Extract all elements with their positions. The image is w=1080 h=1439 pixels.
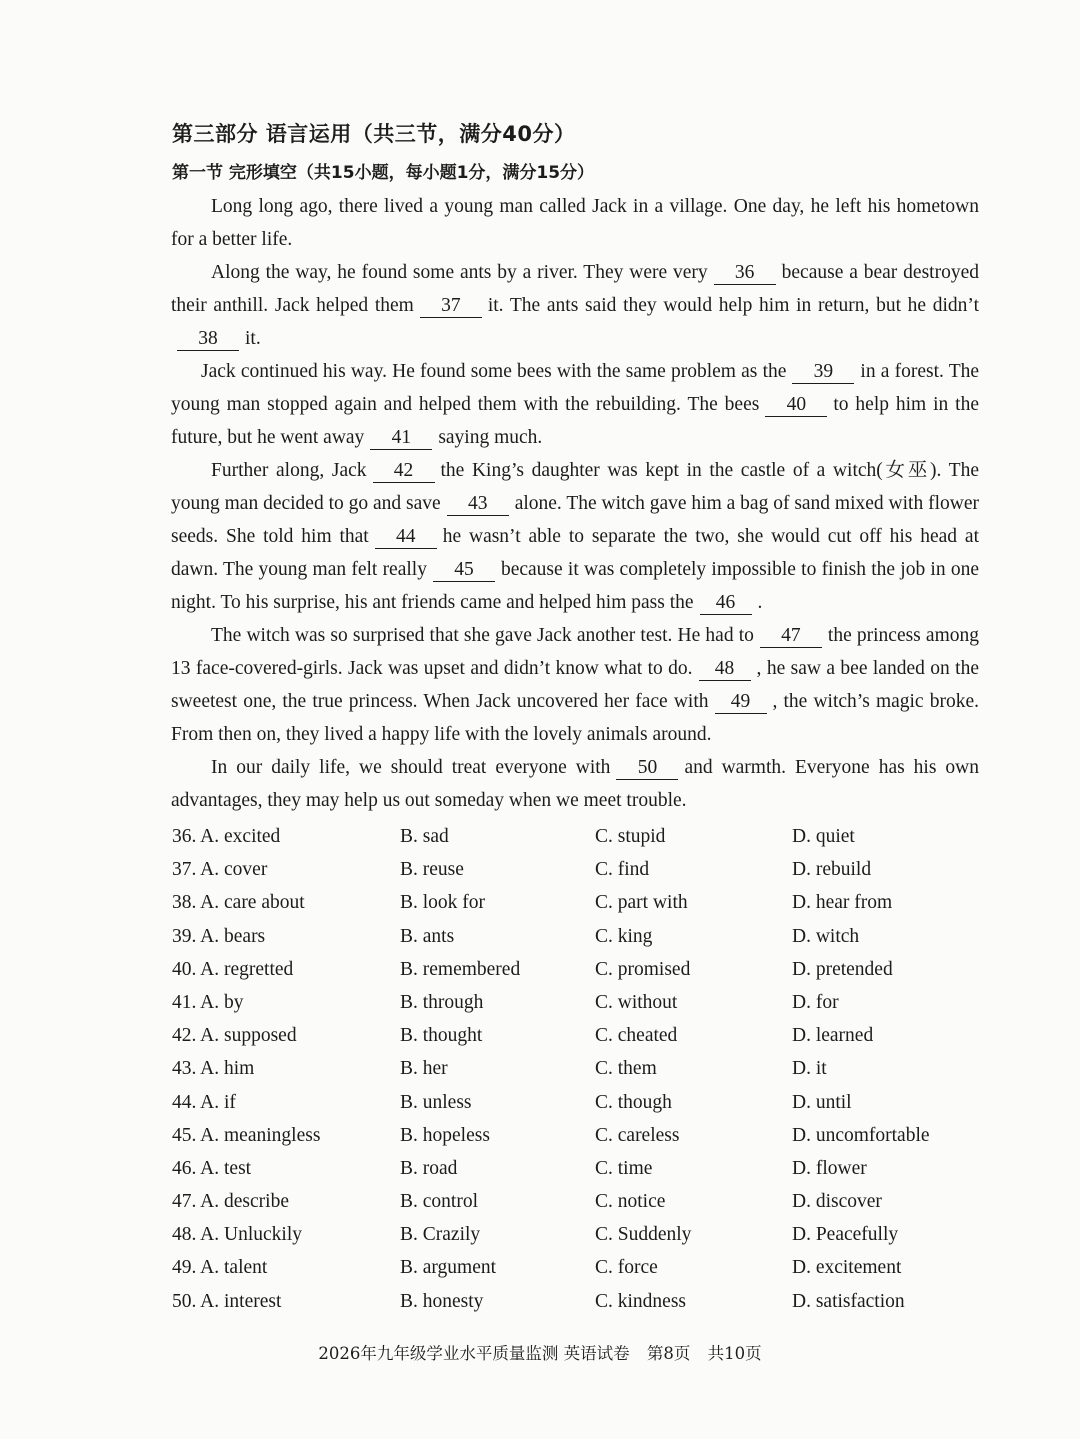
- option-a: 44. A. if: [172, 1091, 236, 1113]
- option-d: D. quiet: [792, 826, 855, 847]
- option-a: 42. A. supposed: [172, 1025, 297, 1047]
- option-a: 39. A. bears: [172, 925, 266, 947]
- option-d: D. flower: [792, 1157, 867, 1179]
- blank-42: 42: [373, 460, 435, 483]
- option-a: 36. A. excited: [172, 826, 281, 847]
- answer-options: [172, 826, 972, 1324]
- option-d: D. until: [792, 1091, 852, 1113]
- blank-46: 46: [700, 592, 752, 615]
- option-d: D. pretended: [792, 958, 893, 980]
- option-b: B. through: [400, 991, 484, 1013]
- option-row: [172, 1224, 972, 1257]
- option-c: C. Suddenly: [595, 1224, 692, 1246]
- paragraph-text: saying much.: [438, 427, 543, 448]
- blank-40: 40: [765, 394, 827, 417]
- paragraph-text: the princess among 13 face-covered-girls. Jack was upset and didn’t know what to do.: [171, 625, 979, 679]
- option-d: D. uncomfortable: [792, 1124, 930, 1146]
- option-row: [172, 1025, 972, 1058]
- option-b: B. argument: [400, 1257, 497, 1279]
- paragraph-text: .: [757, 592, 763, 613]
- footer-page-number: 第8页: [646, 1344, 691, 1363]
- option-b: B. road: [400, 1157, 458, 1179]
- blank-50: 50: [616, 757, 678, 780]
- option-row: [172, 1191, 972, 1224]
- option-row: [172, 1257, 972, 1290]
- option-d: D. hear from: [792, 892, 893, 914]
- footer-exam-title: 2026年九年级学业水平质量监测 英语试卷: [318, 1344, 630, 1363]
- option-row: [172, 892, 972, 925]
- paragraph-text: The witch was so surprised that she gave Jack another test. He had to: [211, 625, 754, 646]
- paragraph-text: in a forest. The young man stopped again and helped them with the rebuilding. The bees: [171, 361, 980, 415]
- blank-36: 36: [714, 262, 776, 285]
- option-a: 50. A. interest: [172, 1290, 282, 1312]
- paragraph-text: because a bear destroyed their anthill. Jack helped them: [171, 262, 979, 316]
- option-a: 40. A. regretted: [172, 958, 294, 980]
- option-a: 43. A. him: [172, 1058, 255, 1080]
- blank-47: 47: [760, 625, 822, 648]
- option-b: B. ants: [400, 925, 455, 947]
- paragraph-text: Further along, Jack: [211, 460, 367, 481]
- option-b: B. remembered: [400, 958, 521, 980]
- blank-48: 48: [699, 658, 751, 681]
- footer-total-pages: 共10页: [707, 1344, 762, 1363]
- paragraph-2: [171, 256, 979, 355]
- blank-37: 37: [420, 295, 482, 318]
- option-row: [172, 1058, 972, 1091]
- option-b: B. Crazily: [400, 1224, 481, 1246]
- paragraph-3: [171, 355, 979, 454]
- option-a: 48. A. Unluckily: [172, 1224, 302, 1246]
- paragraph-6: [171, 751, 979, 817]
- option-d: D. Peacefully: [792, 1224, 899, 1246]
- option-a: 37. A. cover: [172, 859, 268, 881]
- option-a: 38. A. care about: [172, 892, 305, 914]
- paragraph-text: , he saw a bee landed on the sweetest one, the true princess. When Jack uncovered her face with: [171, 658, 979, 712]
- paragraph-text: Long long ago, there lived a young man called Jack in a village. One day, he left his hometown for a better life.: [171, 196, 979, 250]
- option-b: B. hopeless: [400, 1124, 490, 1146]
- option-b: B. her: [400, 1058, 448, 1080]
- paragraph-text: to help him in the future, but he went away: [171, 394, 979, 448]
- option-d: D. learned: [792, 1025, 874, 1047]
- option-d: D. discover: [792, 1191, 882, 1213]
- option-c: C. force: [595, 1257, 658, 1279]
- option-c: C. kindness: [595, 1290, 687, 1312]
- option-b: B. reuse: [400, 859, 464, 881]
- option-row: [172, 1092, 972, 1125]
- option-row: [172, 859, 972, 892]
- paragraph-text: alone. The witch gave him a bag of sand mixed with flower seeds. She told him that: [171, 493, 979, 547]
- blank-41: 41: [370, 427, 432, 450]
- cloze-passage: [171, 190, 979, 817]
- option-c: C. notice: [595, 1191, 666, 1213]
- option-row: [172, 992, 972, 1025]
- paragraph-text: Along the way, he found some ants by a river. They were very: [211, 262, 708, 283]
- option-d: D. it: [792, 1058, 827, 1080]
- paragraph-text: , the witch’s magic broke. From then on, they lived a happy life with the lovely animals around.: [171, 691, 980, 745]
- option-c: C. promised: [595, 958, 691, 980]
- blank-38: 38: [177, 328, 239, 351]
- option-b: B. thought: [400, 1025, 483, 1047]
- part-title: 第三部分 语言运用（共三节，满分40分）: [172, 122, 576, 146]
- option-b: B. honesty: [400, 1290, 484, 1312]
- option-c: C. find: [595, 859, 650, 881]
- option-c: C. cheated: [595, 1025, 678, 1047]
- option-c: C. time: [595, 1157, 653, 1179]
- blank-39: 39: [792, 361, 854, 384]
- option-c: C. without: [595, 991, 678, 1013]
- option-row: [172, 1291, 972, 1324]
- option-d: D. excitement: [792, 1257, 902, 1279]
- option-a: 46. A. test: [172, 1157, 252, 1179]
- option-row: [172, 1158, 972, 1191]
- paragraph-text: and warmth. Everyone has his own advantages, they may help us out someday when we meet trouble.: [171, 757, 979, 811]
- paragraph-text: Jack continued his way. He found some bees with the same problem as the: [201, 361, 787, 382]
- paragraph-text: In our daily life, we should treat everyone with: [211, 757, 611, 778]
- option-c: C. king: [595, 925, 653, 947]
- paragraph-5: [171, 619, 979, 751]
- blank-43: 43: [447, 493, 509, 516]
- option-c: C. careless: [595, 1124, 680, 1146]
- option-a: 41. A. by: [172, 991, 244, 1013]
- option-b: B. sad: [400, 826, 449, 847]
- blank-49: 49: [715, 691, 767, 714]
- option-d: D. witch: [792, 925, 860, 947]
- option-row: [172, 926, 972, 959]
- option-b: B. unless: [400, 1091, 472, 1113]
- option-a: 49. A. talent: [172, 1257, 268, 1279]
- option-b: B. control: [400, 1191, 478, 1213]
- page-footer: [0, 1340, 1080, 1364]
- option-d: D. rebuild: [792, 859, 872, 881]
- option-a: 47. A. describe: [172, 1191, 289, 1213]
- option-c: C. stupid: [595, 826, 666, 847]
- paragraph-text: he wasn’t able to separate the two, she would cut off his head at dawn. The young man felt really: [171, 526, 979, 580]
- section-title: 第一节 完形填空（共15小题，每小题1分，满分15分）: [172, 163, 595, 183]
- blank-44: 44: [375, 526, 437, 549]
- option-d: D. satisfaction: [792, 1290, 905, 1312]
- paragraph-text: the King’s daughter was kept in the castle of a witch(女巫). The young man decided to go and save: [171, 460, 979, 514]
- option-row: [172, 959, 972, 992]
- paragraph-text: because it was completely impossible to finish the job in one night. To his surprise, his ant friends came and helped him pass the: [171, 559, 979, 613]
- paragraph-1: [171, 190, 979, 256]
- blank-45: 45: [433, 559, 495, 582]
- paragraph-4: [171, 454, 979, 619]
- option-c: C. though: [595, 1091, 672, 1113]
- option-d: D. for: [792, 991, 839, 1013]
- option-a: 45. A. meaningless: [172, 1124, 321, 1146]
- paragraph-text: it. The ants said they would help him in return, but he didn’t: [487, 295, 979, 316]
- option-c: C. part with: [595, 892, 688, 914]
- option-b: B. look for: [400, 892, 486, 914]
- option-row: [172, 826, 972, 859]
- option-row: [172, 1125, 972, 1158]
- option-c: C. them: [595, 1058, 657, 1080]
- paragraph-text: it.: [245, 328, 261, 349]
